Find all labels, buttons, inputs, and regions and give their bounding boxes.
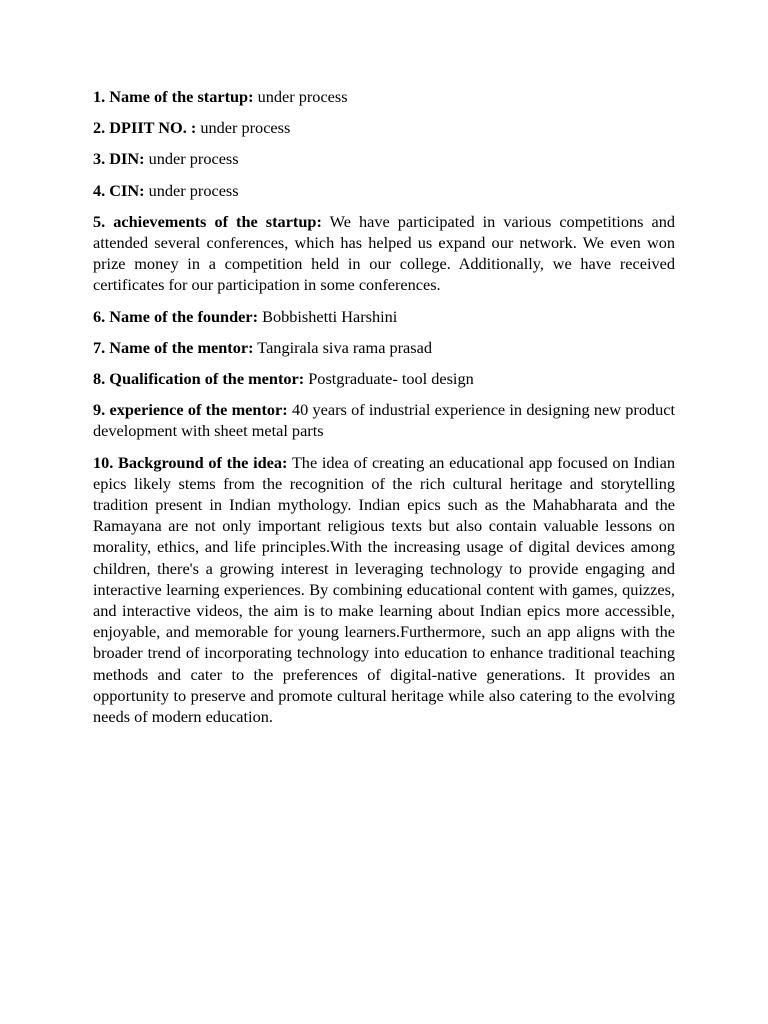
mentor-experience-label: 9. experience of the mentor:	[93, 400, 288, 420]
startup-name-label: 1. Name of the startup:	[93, 87, 254, 106]
idea-background-label: 10. Background of the idea:	[93, 452, 288, 472]
achievements-item	[93, 211, 675, 296]
achievements-label: 5. achievements of the startup:	[93, 211, 322, 231]
dpiit-number-label: 2. DPIIT NO. :	[93, 118, 197, 138]
mentor-qualification-label: 8. Qualification of the mentor:	[93, 369, 305, 389]
mentor-qualification-item	[93, 368, 675, 389]
achievements-value: We have participated in various competitions and attended several conferences, which has helped us expand our network. We even won prize money in a competition held in our college. Additionally, we have received certificates for our participation in some conferences.	[93, 211, 675, 295]
idea-background-value: The idea of creating an educational app focused on Indian epics likely stems from the recognition of the rich cultural heritage and storytelling tradition present in Indian mythology. Indian epics such as the Mahabharata and the Ramayana are not only important religious texts but also contain valuable lessons on morality, ethics, and life principles.With the increasing usage of digital devices among children, there's a growing interest in leveraging technology to provide engaging and interactive learning experiences. By combining educational content with games, quizzes, and interactive videos, the aim is to make learning about Indian epics more accessible, enjoyable, and memorable for young learners.Furthermore, such an app aligns with the broader trend of incorporating technology into education to enhance traditional teaching methods and cater to the preferences of digital-native generations. It provides an opportunity to preserve and promote cultural heritage while also catering to the evolving needs of modern education.	[93, 452, 675, 727]
founder-name-item	[93, 306, 675, 327]
mentor-experience-value: 40 years of industrial experience in designing new product development with sheet metal parts	[93, 400, 675, 441]
mentor-name-label: 7. Name of the mentor:	[93, 337, 254, 357]
founder-name-value: Bobbishetti Harshini	[258, 306, 398, 326]
startup-name-value: under process	[253, 87, 348, 106]
founder-name-label: 6. Name of the founder:	[93, 306, 259, 326]
startup-name-item	[93, 86, 675, 107]
dpiit-number-value: under process	[196, 118, 291, 138]
cin-value: under process	[144, 180, 239, 200]
din-value: under process	[144, 149, 239, 169]
din-item	[93, 148, 675, 169]
mentor-qualification-value: Postgraduate- tool design	[304, 369, 474, 389]
din-label: 3. DIN:	[93, 149, 145, 169]
dpiit-number-item	[93, 117, 675, 138]
cin-item	[93, 180, 675, 201]
idea-background-item	[93, 452, 675, 728]
cin-label: 4. CIN:	[93, 180, 145, 200]
mentor-name-item	[93, 337, 675, 358]
mentor-experience-item	[93, 399, 675, 441]
mentor-name-value: Tangirala siva rama prasad	[253, 337, 432, 357]
document-page	[93, 86, 675, 737]
